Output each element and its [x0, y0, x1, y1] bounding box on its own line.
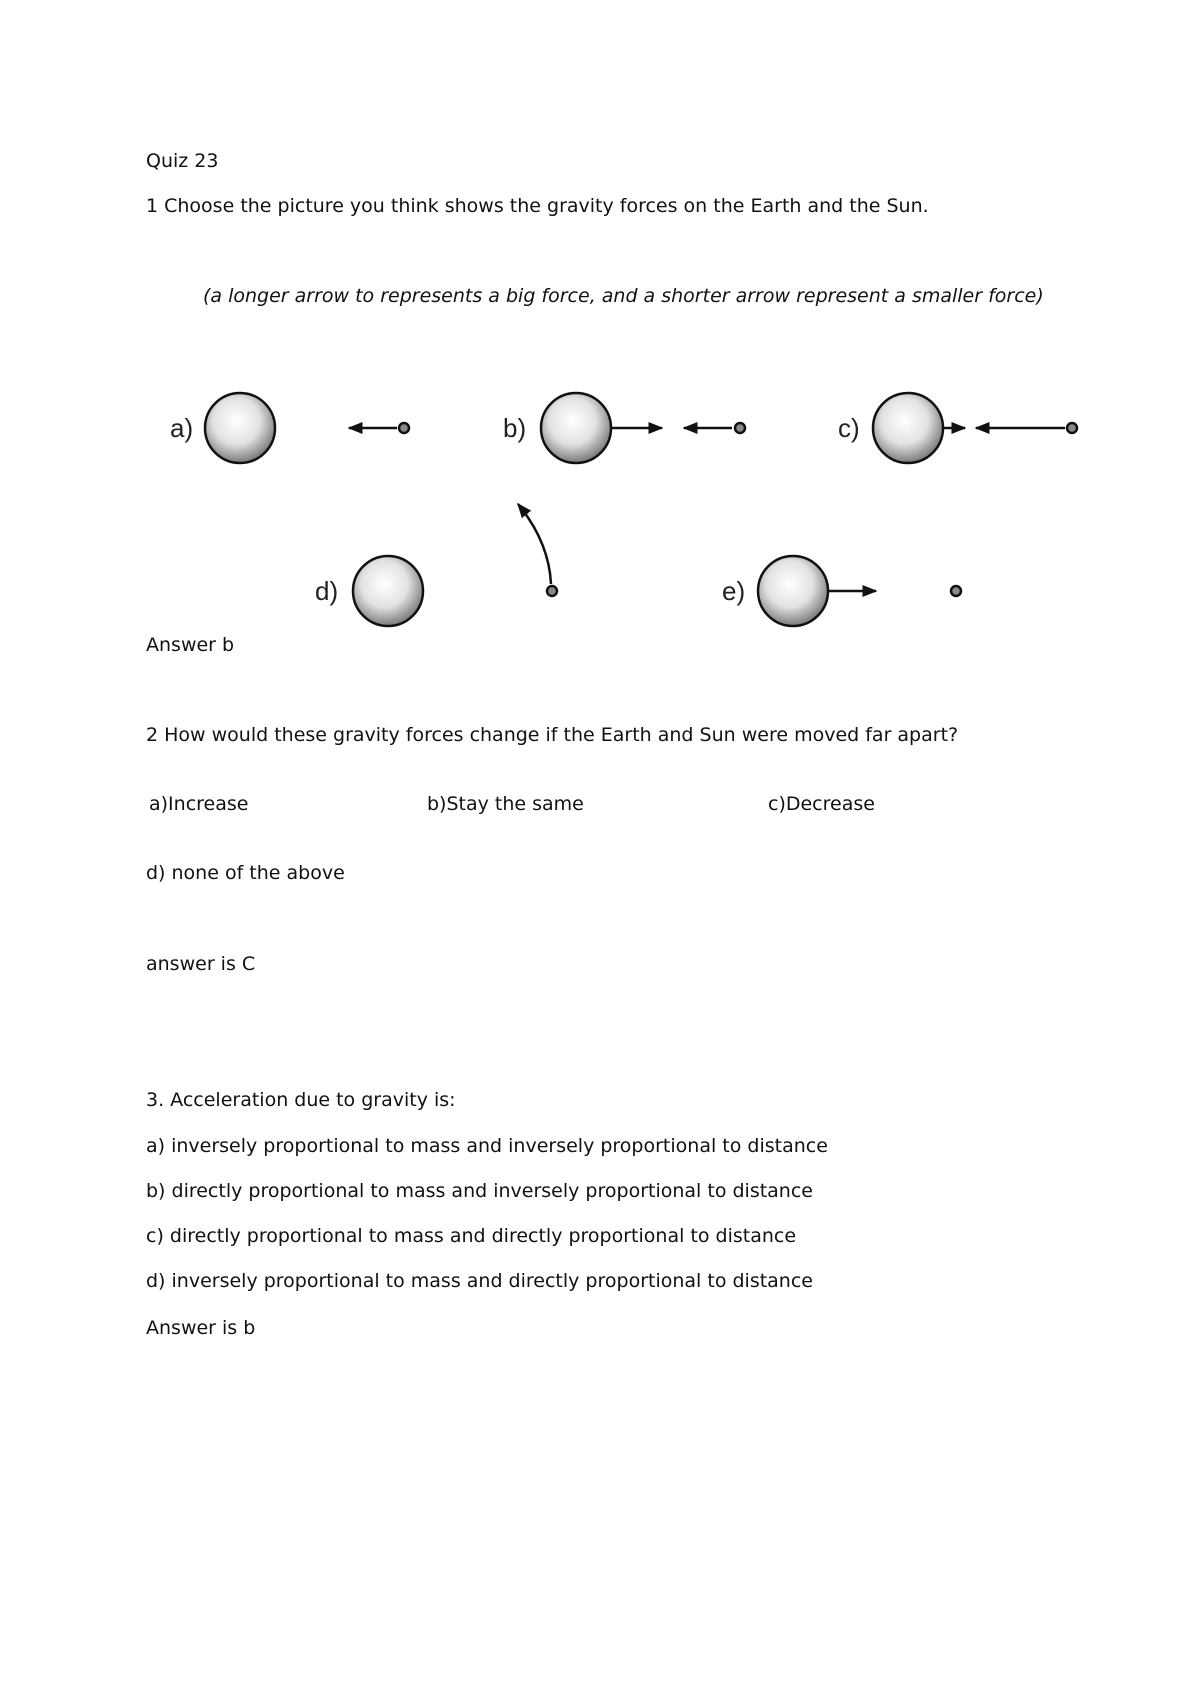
option-e-label: e) [722, 576, 746, 606]
q1-question: 1 Choose the picture you think shows the gravity forces on the Earth and the Sun. [146, 195, 929, 217]
earth-circle [735, 423, 745, 433]
sun-circle [758, 556, 828, 626]
q3-answer: Answer is b [146, 1317, 256, 1339]
option-b-diagram[interactable] [503, 393, 745, 463]
q3-option-b: b) directly proportional to mass and inversely proportional to distance [146, 1180, 813, 1202]
earth-circle [547, 586, 557, 596]
sun-circle [205, 393, 275, 463]
q3-option-d: d) inversely proportional to mass and directly proportional to distance [146, 1270, 813, 1292]
gravity-force-diagram [0, 0, 1200, 700]
option-d-label: d) [315, 576, 339, 606]
q2-answer: answer is C [146, 953, 256, 975]
option-a-label: a) [170, 413, 194, 443]
q1-note: (a longer arrow to represents a big force, and a shorter arrow represent a smaller force) [203, 285, 1044, 307]
q3-question: 3. Acceleration due to gravity is: [146, 1089, 456, 1111]
option-e-diagram[interactable] [722, 556, 961, 626]
earth-circle [399, 423, 409, 433]
q2-option-d: d) none of the above [146, 862, 345, 884]
q3-option-a: a) inversely proportional to mass and inversely proportional to distance [146, 1135, 828, 1157]
q2-option-c: c)Decrease [768, 793, 875, 815]
option-c-label: c) [838, 413, 860, 443]
sun-circle [353, 556, 423, 626]
quiz-title: Quiz 23 [146, 150, 219, 172]
sun-circle [873, 393, 943, 463]
q1-answer: Answer b [146, 634, 235, 656]
sun-circle [541, 393, 611, 463]
option-c-diagram[interactable] [838, 393, 1077, 463]
option-a-diagram[interactable] [170, 393, 409, 463]
q2-option-a: a)Increase [149, 793, 249, 815]
earth-circle [951, 586, 961, 596]
earth-circle [1067, 423, 1077, 433]
curved-force-arrow [518, 504, 551, 584]
q2-question: 2 How would these gravity forces change if the Earth and Sun were moved far apart? [146, 724, 959, 746]
q3-option-c: c) directly proportional to mass and directly proportional to distance [146, 1225, 797, 1247]
q2-option-b: b)Stay the same [427, 793, 584, 815]
option-b-label: b) [503, 413, 527, 443]
option-d-diagram[interactable] [315, 504, 557, 626]
